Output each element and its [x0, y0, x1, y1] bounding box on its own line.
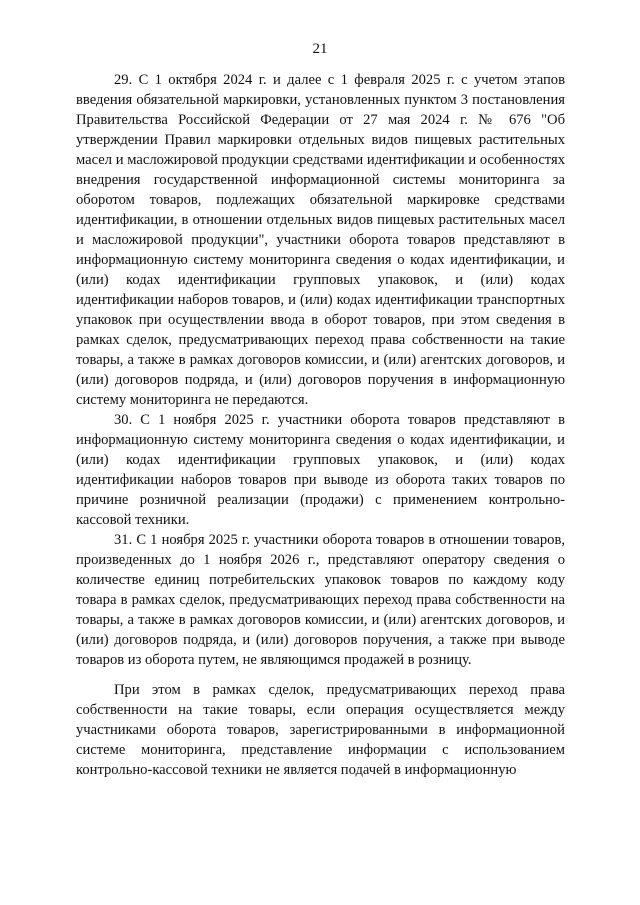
paragraph-continuation: При этом в рамках сделок, предусматривающих переход права собственности на такие товары, если операция осуществляется между участниками оборота товаров, зарегистрированными в информационной системе мониторинга, представление информации с использованием контрольно-кассовой техники не является подачей в информационную: [76, 682, 565, 778]
paragraph-30: 30. С 1 ноября 2025 г. участники оборота товаров представляют в информационную систему мониторинга сведения о кодах идентификации, и (или) кодах идентификации групповых упаковок, и (или) кодах идентификации наборов товаров при выводе из оборота таких товаров по причине розничной реализации (продажи) с применением контрольно-кассовой техники.: [76, 412, 565, 528]
page-number: 21: [312, 41, 328, 57]
paragraph-29: 29. С 1 октября 2024 г. и далее с 1 февраля 2025 г. с учетом этапов введения обязательной маркировки, установленных пунктом 3 постановления Правительства Российской Федерации от 27 мая 2024 г. № 676 "Об утверждении Правил маркировки отдельных видов пищевых растительных масел и масложировой продукции средствами идентификации и особенностях внедрения государственной информационной системы мониторинга за оборотом товаров, подлежащих обязательной маркировке средствами идентификации, в отношении отдельных видов пищевых растительных масел и масложировой продукции", участники оборота товаров представляют в информационную систему мониторинга сведения о кодах идентификации, и (или) кодах идентификации групповых упаковок, и (или) кодах идентификации наборов товаров, и (или) кодах идентификации транспортных упаковок при осуществлении ввода в оборот товаров, при этом сведения в рамках сделок, предусматривающих переход права собственности на такие товары, а также в рамках договоров комиссии, и (или) агентских договоров, и (или) договоров подряда, и (или) договоров поручения в информационную систему мониторинга не передаются.: [76, 72, 565, 408]
document-body: [76, 70, 565, 780]
paragraph-31: 31. С 1 ноября 2025 г. участники оборота товаров в отношении товаров, произведенных до 1 ноября 2026 г., представляют оператору сведения о количестве единиц потребительских упаковок товаров по каждому коду товара в рамках сделок, предусматривающих переход права собственности на товары, а также в рамках договоров комиссии, и (или) агентских договоров, и (или) договоров подряда, и (или) договоров поручения, а также при выводе товаров из оборота путем, не являющимся продажей в розницу.: [76, 532, 565, 668]
